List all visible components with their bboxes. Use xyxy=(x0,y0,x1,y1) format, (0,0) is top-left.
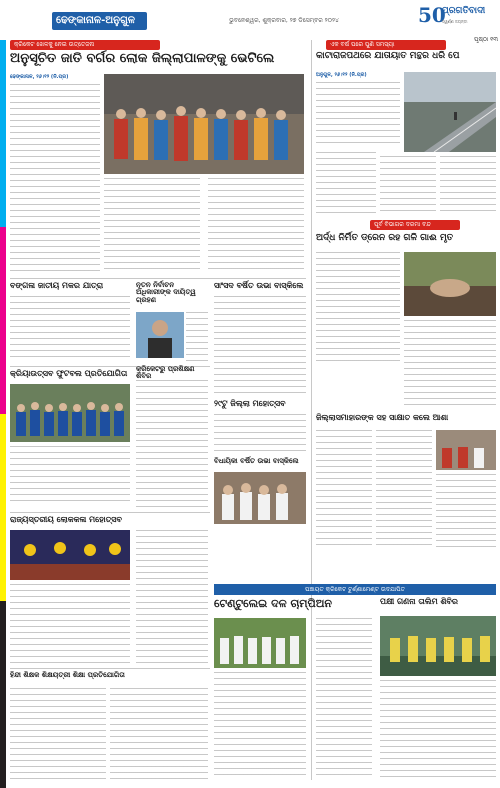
folk-festival-text xyxy=(10,584,130,664)
mp-headline: ସାଂସଦ ବର୍ଷିତ ଉଭା ବାସ୍କିଲେ xyxy=(214,281,304,290)
cricket-headline: ଟେଣ୍ଟୁଲେଇ ଦଳ ଚାମ୍ପିଅନ xyxy=(214,597,332,610)
column-divider xyxy=(311,40,312,780)
drain-story-text-col2 xyxy=(404,320,496,410)
column-text-mid xyxy=(136,530,208,664)
cricket-team-photo xyxy=(214,618,306,668)
collector-photo xyxy=(436,430,496,470)
collector-text-col3 xyxy=(436,474,496,550)
group-photo-illustration xyxy=(104,74,304,174)
section-rule-3 xyxy=(10,512,210,513)
lead-story-photo xyxy=(104,74,304,174)
football-story-text xyxy=(10,446,130,506)
highway-illustration xyxy=(404,72,496,152)
training-headline: କ୍ରିକେଟରୁ ପ୍ରଶିକ୍ଷଣ ଶିବିର xyxy=(136,365,195,381)
right-story-text-col4 xyxy=(440,156,496,214)
bird-census-photo xyxy=(380,616,496,676)
section-rule xyxy=(10,278,306,279)
portrait-illustration xyxy=(136,312,184,358)
right-story-text xyxy=(316,82,400,148)
district-festival-text xyxy=(214,414,306,454)
lead-dateline: ଢେଙ୍କାନାଳ, ୨୬।୧୨ (ନି.ପ୍ର) xyxy=(10,74,69,80)
collector-text-col2 xyxy=(376,430,432,550)
school-competition-headline: ହିନ୍ଦୀ ଶିକ୍ଷକ ଶିକ୍ଷୟତ୍ରୀ ଶିକ୍ଷା ପ୍ରତିଯୋଗିତା xyxy=(10,671,125,679)
collector-text-col1 xyxy=(316,430,372,550)
right-story-text-col3 xyxy=(380,156,436,214)
students-photo xyxy=(214,472,306,524)
right-story-text-col2 xyxy=(316,152,376,214)
team-photo-illustration xyxy=(10,384,130,442)
lead-story-text-col2 xyxy=(104,178,200,274)
school-competition-text-col2 xyxy=(110,688,208,780)
officer-story-text xyxy=(186,312,208,362)
right-story-headline: କାଟାରାଜପଥରେ ଯାତାୟାତ ମନ୍ଥର ଧରି ପେ xyxy=(316,51,460,61)
cricket-banner: ପଞ୍ଚାୟତ କ୍ରିକେଟ ଟୁର୍ଣ୍ଣାମେଣ୍ଟ ଉଦଯାପିତ xyxy=(214,584,496,595)
football-headline: କ୍ରିୟାଉତ୍ସବ ଫୁଟବଲ ପ୍ରତିଯୋଗିତା xyxy=(10,369,128,378)
cricket-story-text xyxy=(214,672,306,780)
top-story-tag: କ୍ରିକେଟ ଖେଳକୁ ନେଇ ଉତ୍ତେଜନା xyxy=(10,40,160,50)
folk-festival-headline: ରାଜ୍ୟସ୍ତରୀୟ ଲୋକକଳା ମହୋତ୍ସବ xyxy=(10,515,122,524)
newspaper-name: ପ୍ରଗତିବାଦୀ xyxy=(442,6,486,16)
officer-photo xyxy=(136,312,184,358)
yatra-story-text xyxy=(10,296,130,362)
lead-headline: ଅନୁସୂଚିତ ଜାତି ବର୍ଗର ଲୋକ ଜିଲ୍ଲାପାଳଙ୍କୁ ଭେଟିଲେ xyxy=(10,51,275,66)
drain-illustration xyxy=(404,252,496,316)
district-festival-headline: ୨୯ଟୁ ଜିଲ୍ଲା ମହୋତ୍ସବ xyxy=(214,399,286,408)
highway-photo xyxy=(404,72,496,152)
section-rule-4 xyxy=(10,668,210,669)
drain-story-tag: ପୂର୍ବ ବିଭାଗର ଦରମା ବନ୍ଦ xyxy=(370,220,460,230)
students-headline: ବିଧାୟିକା ବର୍ଷିତ ଉଭା ବାସ୍କିଲେ xyxy=(214,457,299,465)
school-competition-text-col1 xyxy=(10,688,106,780)
right-story-tag: ଏକ ବର୍ଷ ପରେ ପୁଣି ସମସ୍ୟା xyxy=(326,40,446,50)
cricket-story-text-col2 xyxy=(316,618,372,780)
drain-story-text xyxy=(316,252,400,362)
football-team-photo xyxy=(10,384,130,442)
edition-date: ଭୁବନେଶ୍ୱର, ଶୁକ୍ରବାର, ୨୭ ଡିସେମ୍ବର ୨୦୨୪ xyxy=(229,17,339,24)
lead-story-text xyxy=(10,84,100,274)
masthead xyxy=(0,0,500,34)
newspaper-tagline: ସ୍ୱର୍ଣ୍ଣ ଜୟନ୍ତୀ xyxy=(442,19,468,24)
bird-census-headline: ପକ୍ଷୀ ଗଣନା ତାଲିମ ଶିବିର xyxy=(380,597,458,606)
bird-census-illustration xyxy=(380,616,496,676)
mp-story-text xyxy=(214,296,306,396)
edition-title: ଢେଙ୍କାନାଳ-ଅନୁଗୁଳ xyxy=(52,12,147,30)
golden-jubilee-logo: 50 xyxy=(418,3,446,27)
collector-meet-headline: ଜିଲ୍ଲାସମାହାରଙ୍କ ସହ ସାକ୍ଷାତ କଲେ ଆଶା xyxy=(316,413,449,422)
meeting-illustration xyxy=(436,430,496,470)
bird-census-text xyxy=(380,680,496,780)
cricket-illustration xyxy=(214,618,306,668)
training-story-text xyxy=(136,380,208,510)
drain-story-headline: ଅର୍ଦ୍ଧ ନିର୍ମିତ ଡ୍ରେନ ରହ ଗଳି ଗାଈ ମୃତ xyxy=(316,233,454,243)
stage-illustration xyxy=(10,530,130,580)
folk-festival-photo xyxy=(10,530,130,580)
page-number: ପୃଷ୍ଠା ୧୩ xyxy=(473,36,498,43)
officer-headline: ନୂତନ ନିର୍ବାଚନ ଅଧିକାରୀଙ୍କ ଦାୟିତ୍ୱ ଗ୍ରହଣ xyxy=(136,281,196,304)
color-registration-strip xyxy=(0,40,6,788)
students-illustration xyxy=(214,472,306,524)
drain-photo xyxy=(404,252,496,316)
right-story-dateline: ଅନୁଗୁଳ, ୨୬।୧୨ (ନି.ପ୍ର) xyxy=(316,72,367,78)
yatra-headline: ବଙ୍ଗଳା ଜାତୀୟ ମକର ଯାତ୍ରା xyxy=(10,281,104,290)
lead-story-text-col3 xyxy=(208,178,304,274)
